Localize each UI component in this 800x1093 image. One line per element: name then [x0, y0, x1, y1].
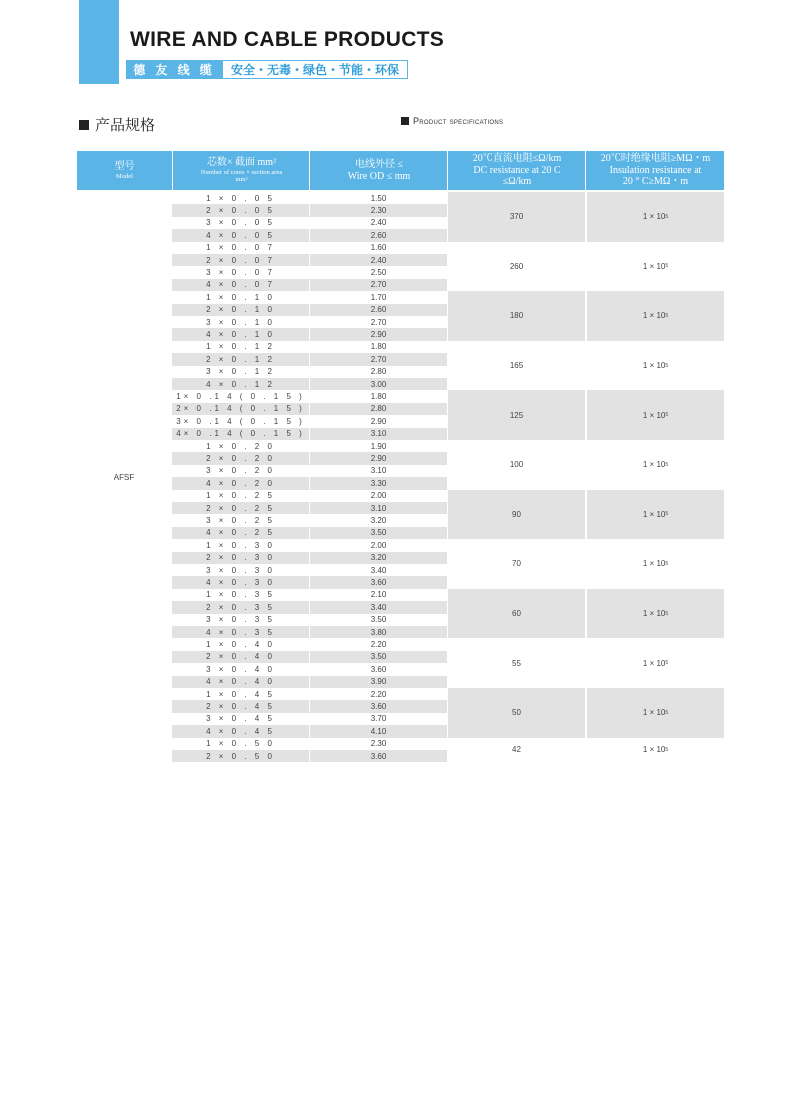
- section-label-en: Product specifications: [413, 116, 504, 126]
- spec-cell: 3 × 0 . 2 5: [206, 516, 275, 526]
- insulation-value: 1 × 10: [642, 559, 666, 569]
- od-cell: 2.60: [310, 304, 447, 316]
- od-cell: 3.20: [310, 552, 447, 564]
- od-cell: 3.60: [310, 576, 447, 588]
- insulation-exponent: 5: [665, 610, 669, 617]
- od-cell: 3.10: [310, 502, 447, 514]
- insulation-value: 1 × 10: [642, 745, 666, 755]
- od-cell: 3.80: [310, 626, 447, 638]
- spec-cell: 4 × 0 . 4 5: [172, 725, 309, 737]
- insulation-exponent: 5: [665, 263, 669, 270]
- dc-resistance-cell: 180: [448, 291, 585, 341]
- insulation-value: 1 × 10: [642, 460, 666, 470]
- insulation-resistance-cell: [587, 192, 724, 242]
- od-cell: 3.60: [310, 700, 447, 712]
- dc-resistance-cell: 60: [448, 589, 585, 639]
- od-cell: 4.10: [310, 725, 447, 737]
- spec-cell: 3 × 0 . 0 7: [206, 268, 275, 278]
- dc-resistance-cell: 50: [448, 688, 585, 738]
- spec-cell: 4 × 0 . 3 5: [172, 626, 309, 638]
- square-bullet-icon: [79, 120, 89, 130]
- dc-resistance-cell: 100: [509, 460, 524, 470]
- od-cell: 3.50: [310, 527, 447, 539]
- od-cell: 1.90: [370, 441, 387, 451]
- od-cell: 2.80: [310, 403, 447, 415]
- insulation-exponent: 5: [665, 362, 669, 369]
- spec-cell: 2 × 0 . 0 5: [172, 204, 309, 216]
- insulation-resistance-cell: [587, 390, 724, 440]
- spec-cell: 1 × 0 . 2 0: [206, 441, 275, 451]
- od-cell: 3.60: [370, 664, 387, 674]
- insulation-resistance-cell: [587, 242, 724, 292]
- spec-cell: 4 × 0 . 0 5: [172, 229, 309, 241]
- spec-cell: 3 × 0 . 3 0: [206, 565, 275, 575]
- brand-name: 德 友 线 缆: [126, 60, 222, 79]
- od-cell: 3.50: [310, 651, 447, 663]
- insulation-value: 1 × 10: [642, 410, 666, 420]
- od-cell: 3.20: [370, 516, 387, 526]
- insulation-value: 1 × 10: [642, 658, 666, 668]
- dc-resistance-cell: 70: [512, 559, 521, 569]
- spec-cell: 1 × 0 . 3 5: [206, 590, 275, 600]
- insulation-exponent: 5: [665, 461, 669, 468]
- od-cell: 1.80: [370, 342, 387, 352]
- od-cell: 1.60: [370, 243, 387, 253]
- od-cell: 3.90: [310, 676, 447, 688]
- od-cell: 2.90: [370, 416, 387, 426]
- header-model-en: Model: [116, 172, 133, 180]
- insulation-resistance-cell: [587, 589, 724, 639]
- dc-resistance-cell: 125: [448, 390, 585, 440]
- spec-cell: 3 × 0 . 1 0: [206, 317, 275, 327]
- insulation-resistance-cell: [587, 440, 724, 490]
- spec-cell: 1 × 0 . 4 5: [206, 689, 275, 699]
- section-label-cn: 产品规格: [95, 116, 156, 134]
- spec-cell: 2 × 0 . 2 0: [172, 452, 309, 464]
- spec-cell: 1 × 0 . 1 0: [206, 292, 275, 302]
- dc-resistance-cell: 90: [448, 490, 585, 540]
- spec-cell: 1 × 0 . 1 2: [206, 342, 275, 352]
- od-cell: 2.20: [370, 640, 387, 650]
- header-spec: [172, 151, 310, 190]
- insulation-exponent: 5: [665, 560, 669, 567]
- header-dc-line3: ≤Ω/km: [502, 176, 532, 188]
- dc-resistance-cell: 42: [512, 745, 521, 755]
- od-cell: 3.70: [370, 714, 387, 724]
- spec-cell: 3 × 0 . 4 0: [206, 664, 275, 674]
- model-value: AFSF: [113, 473, 135, 482]
- header-spec-en: Number of cores × section area: [200, 168, 283, 176]
- od-cell: 2.00: [370, 540, 387, 550]
- spec-cell: 4 × 0 . 3 0: [172, 576, 309, 588]
- square-bullet-icon: [401, 117, 409, 125]
- od-cell: 2.60: [310, 229, 447, 241]
- od-cell: 3.60: [310, 750, 447, 762]
- spec-cell: 2 × 0 . 1 2: [172, 353, 309, 365]
- od-cell: 3.30: [310, 477, 447, 489]
- od-cell: 2.40: [370, 218, 387, 228]
- insulation-resistance-cell: [587, 738, 724, 763]
- spec-cell: 2 × 0 . 2 5: [172, 502, 309, 514]
- spec-cell: 1 × 0 . 0 5: [206, 193, 275, 203]
- spec-cell: 3 × 0 . 1 2: [206, 367, 275, 377]
- od-cell: 1.70: [370, 292, 387, 302]
- page-title: WIRE AND CABLE PRODUCTS: [130, 28, 445, 51]
- insulation-resistance-cell: [587, 490, 724, 540]
- spec-cell: 3 × 0 . 0 5: [206, 218, 275, 228]
- brand-banner: [126, 60, 408, 79]
- header-od-cn: 电线外径 ≤: [355, 159, 403, 170]
- dc-resistance-cell: 165: [509, 361, 524, 371]
- od-cell: 2.70: [310, 279, 447, 291]
- insulation-exponent: 5: [665, 709, 669, 716]
- spec-cell: 1 × 0 . 4 0: [206, 640, 275, 650]
- dc-resistance-cell: 55: [512, 658, 521, 668]
- header-ins-line3: 20 ° C≥MΩ・m: [622, 176, 689, 188]
- od-cell: 3.40: [370, 565, 387, 575]
- header-ins-line2: Insulation resistance at: [609, 164, 702, 176]
- header-od: [309, 151, 448, 190]
- spec-cell: 2× 0 .1 4 ( 0 . 1 5 ): [172, 403, 309, 415]
- header-ins-line1: 20℃时绝缘电阻≥MΩ・m: [600, 153, 711, 165]
- od-cell: 2.20: [370, 689, 387, 699]
- od-cell: 2.70: [370, 317, 387, 327]
- insulation-exponent: 5: [665, 511, 669, 518]
- od-cell: 3.10: [310, 428, 447, 440]
- spec-cell: 3 × 0 . 2 0: [206, 466, 275, 476]
- side-accent-bar: [79, 0, 119, 84]
- od-cell: 2.00: [370, 491, 387, 501]
- spec-cell: 4 × 0 . 4 0: [172, 676, 309, 688]
- table-header: [77, 151, 724, 190]
- od-cell: 2.30: [370, 739, 387, 749]
- header-dc-line1: 20℃直流电阻≤Ω/km: [472, 153, 562, 165]
- spec-cell: 2 × 0 . 3 5: [172, 601, 309, 613]
- spec-cell: 4× 0 .1 4 ( 0 . 1 5 ): [172, 428, 309, 440]
- section-title-en: [401, 116, 503, 126]
- spec-cell: 2 × 0 . 3 0: [172, 552, 309, 564]
- spec-cell: 3 × 0 . 4 5: [206, 714, 275, 724]
- header-model-cn: 型号: [114, 161, 135, 173]
- insulation-exponent: 5: [665, 213, 669, 220]
- insulation-value: 1 × 10: [642, 509, 666, 519]
- header-insulation: [585, 151, 725, 190]
- spec-cell: 1 × 0 . 5 0: [206, 739, 275, 749]
- insulation-value: 1 × 10: [642, 609, 666, 619]
- insulation-value: 1 × 10: [642, 311, 666, 321]
- dc-resistance-cell: 370: [448, 192, 585, 242]
- brand-slogan: 安全・无毒・绿色・节能・环保: [222, 60, 408, 79]
- spec-cell: 2 × 0 . 4 5: [172, 700, 309, 712]
- spec-cell: 2 × 0 . 5 0: [172, 750, 309, 762]
- spec-cell: 1× 0 .1 4 ( 0 . 1 5 ): [176, 392, 305, 402]
- od-cell: 2.80: [370, 367, 387, 377]
- spec-cell: 2 × 0 . 1 0: [172, 304, 309, 316]
- insulation-value: 1 × 10: [642, 708, 666, 718]
- header-spec-cn: 芯数× 截面 mm²: [206, 157, 277, 169]
- insulation-exponent: 5: [665, 660, 669, 667]
- od-cell: 2.10: [370, 590, 387, 600]
- insulation-resistance-cell: [587, 688, 724, 738]
- section-title-cn: [79, 114, 155, 135]
- spec-cell: 4 × 0 . 1 2: [172, 378, 309, 390]
- od-cell: 3.50: [370, 615, 387, 625]
- od-cell: 1.50: [370, 193, 387, 203]
- header-dc: [447, 151, 586, 190]
- dc-resistance-cell: 260: [509, 261, 524, 271]
- od-cell: 3.40: [310, 601, 447, 613]
- header-od-en: Wire OD ≤ mm: [347, 170, 411, 182]
- insulation-value: 1 × 10: [642, 212, 666, 222]
- od-cell: 3.10: [370, 466, 387, 476]
- insulation-value: 1 × 10: [642, 361, 666, 371]
- header-spec-unit: mm²: [235, 176, 248, 184]
- spec-cell: 4 × 0 . 2 5: [172, 527, 309, 539]
- insulation-exponent: 5: [665, 746, 669, 753]
- spec-cell: 4 × 0 . 1 0: [172, 328, 309, 340]
- insulation-resistance-cell: [587, 341, 724, 391]
- od-cell: 1.80: [370, 392, 387, 402]
- header-model: [77, 151, 172, 190]
- spec-cell: 4 × 0 . 2 0: [172, 477, 309, 489]
- od-cell: 2.30: [310, 204, 447, 216]
- insulation-resistance-cell: [587, 291, 724, 341]
- spec-cell: 3× 0 .1 4 ( 0 . 1 5 ): [176, 416, 305, 426]
- spec-cell: 4 × 0 . 0 7: [172, 279, 309, 291]
- spec-cell: 1 × 0 . 2 5: [206, 491, 275, 501]
- spec-cell: 2 × 0 . 4 0: [172, 651, 309, 663]
- insulation-value: 1 × 10: [642, 261, 666, 271]
- spec-cell: 2 × 0 . 0 7: [172, 254, 309, 266]
- header-dc-line2: DC resistance at 20 C: [473, 164, 561, 176]
- od-cell: 2.90: [310, 328, 447, 340]
- od-cell: 2.70: [310, 353, 447, 365]
- insulation-resistance-cell: [587, 539, 724, 589]
- spec-cell: 1 × 0 . 0 7: [206, 243, 275, 253]
- spec-cell: 1 × 0 . 3 0: [206, 540, 275, 550]
- od-cell: 2.90: [310, 452, 447, 464]
- insulation-resistance-cell: [587, 638, 724, 688]
- insulation-exponent: 5: [665, 412, 669, 419]
- od-cell: 2.40: [310, 254, 447, 266]
- od-cell: 3.00: [310, 378, 447, 390]
- insulation-exponent: 5: [665, 312, 669, 319]
- od-cell: 2.50: [370, 268, 387, 278]
- spec-cell: 3 × 0 . 3 5: [206, 615, 275, 625]
